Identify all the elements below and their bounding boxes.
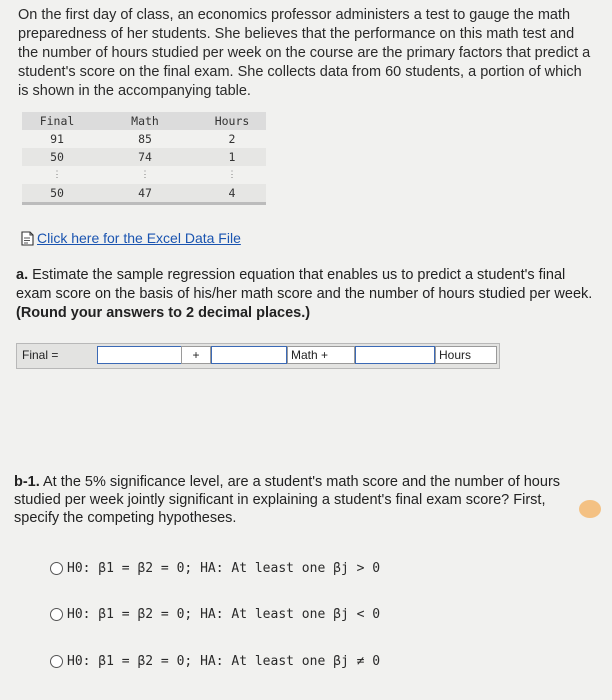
radio-button[interactable] xyxy=(50,608,63,621)
table-cell: 50 xyxy=(22,184,92,204)
regression-equation-row xyxy=(16,343,500,369)
table-row xyxy=(22,166,266,184)
option-text xyxy=(67,607,380,622)
final-label: Final = xyxy=(22,348,59,362)
table-header-math: Math xyxy=(92,112,198,130)
part-a-question xyxy=(16,266,596,323)
table-cell: 1 xyxy=(198,148,266,166)
data-table xyxy=(22,112,266,205)
hypothesis-option-2[interactable] xyxy=(50,607,380,622)
table-cell: 4 xyxy=(198,184,266,204)
hypothesis-option-3[interactable] xyxy=(50,654,380,669)
table-cell: 50 xyxy=(22,148,92,166)
table-cell: 85 xyxy=(138,132,152,146)
table-cell: ⋮ xyxy=(227,170,237,180)
table-cell: ⋮ xyxy=(52,170,62,180)
plus-sign: + xyxy=(181,346,211,364)
table-cell: 91 xyxy=(50,132,64,146)
excel-link-text: Click here for the Excel Data File xyxy=(37,230,241,246)
math-coefficient-input[interactable] xyxy=(211,346,287,364)
part-a-label: a. xyxy=(16,267,29,283)
radio-button[interactable] xyxy=(50,655,63,668)
option-text xyxy=(67,561,380,576)
excel-data-link[interactable] xyxy=(20,230,241,246)
option-h0: H0: β1 = β2 = 0; xyxy=(67,561,193,576)
option-ha: HA: At least one βj > 0 xyxy=(200,561,381,576)
table-row xyxy=(22,130,266,148)
table-header-final: Final xyxy=(22,112,92,130)
hypothesis-option-1[interactable] xyxy=(50,561,380,576)
table-cell: 47 xyxy=(92,184,198,204)
option-h0: H0: β1 = β2 = 0; xyxy=(67,654,193,669)
table-header-hours: Hours xyxy=(198,112,266,130)
part-b1-label: b-1. xyxy=(14,474,40,490)
problem-intro: On the first day of class, an economics professor administers a test to gauge the math preparedness of her students. She believes that the performance on this math test and the number of hours studied per week on the course are the primary factors that predict a student's score on the final exam. She collects data from 60 students, a portion of which is shown in the accompanying table. xyxy=(18,7,591,99)
part-b1-question xyxy=(14,473,594,527)
option-h0: H0: β1 = β2 = 0; xyxy=(67,607,193,622)
document-icon xyxy=(20,231,35,246)
part-a-note: (Round your answers to 2 decimal places.) xyxy=(16,305,311,321)
radio-button[interactable] xyxy=(50,562,63,575)
option-ha: HA: At least one βj < 0 xyxy=(200,607,381,622)
part-b1-text: At the 5% significance level, are a student's math score and the number of hours studied per week jointly significant in explaining a student's final exam score? First, specify the competing hypotheses. xyxy=(14,474,561,526)
part-a-text: Estimate the sample regression equation that enables us to predict a student's final exam score on the basis of his/her math score and the number of hours studied per week. xyxy=(16,267,593,302)
hours-label: Hours xyxy=(435,346,497,364)
option-ha: HA: At least one βj ≠ 0 xyxy=(200,654,381,669)
option-text xyxy=(67,654,380,669)
math-label: Math + xyxy=(287,346,355,364)
table-cell: 74 xyxy=(92,148,198,166)
table-cell: 2 xyxy=(228,132,236,146)
highlight-marker xyxy=(579,500,601,518)
hours-coefficient-input[interactable] xyxy=(355,346,435,364)
table-header-row xyxy=(22,112,266,130)
table-cell: ⋮ xyxy=(140,170,150,180)
table-row xyxy=(22,148,266,166)
table-row xyxy=(22,184,266,204)
